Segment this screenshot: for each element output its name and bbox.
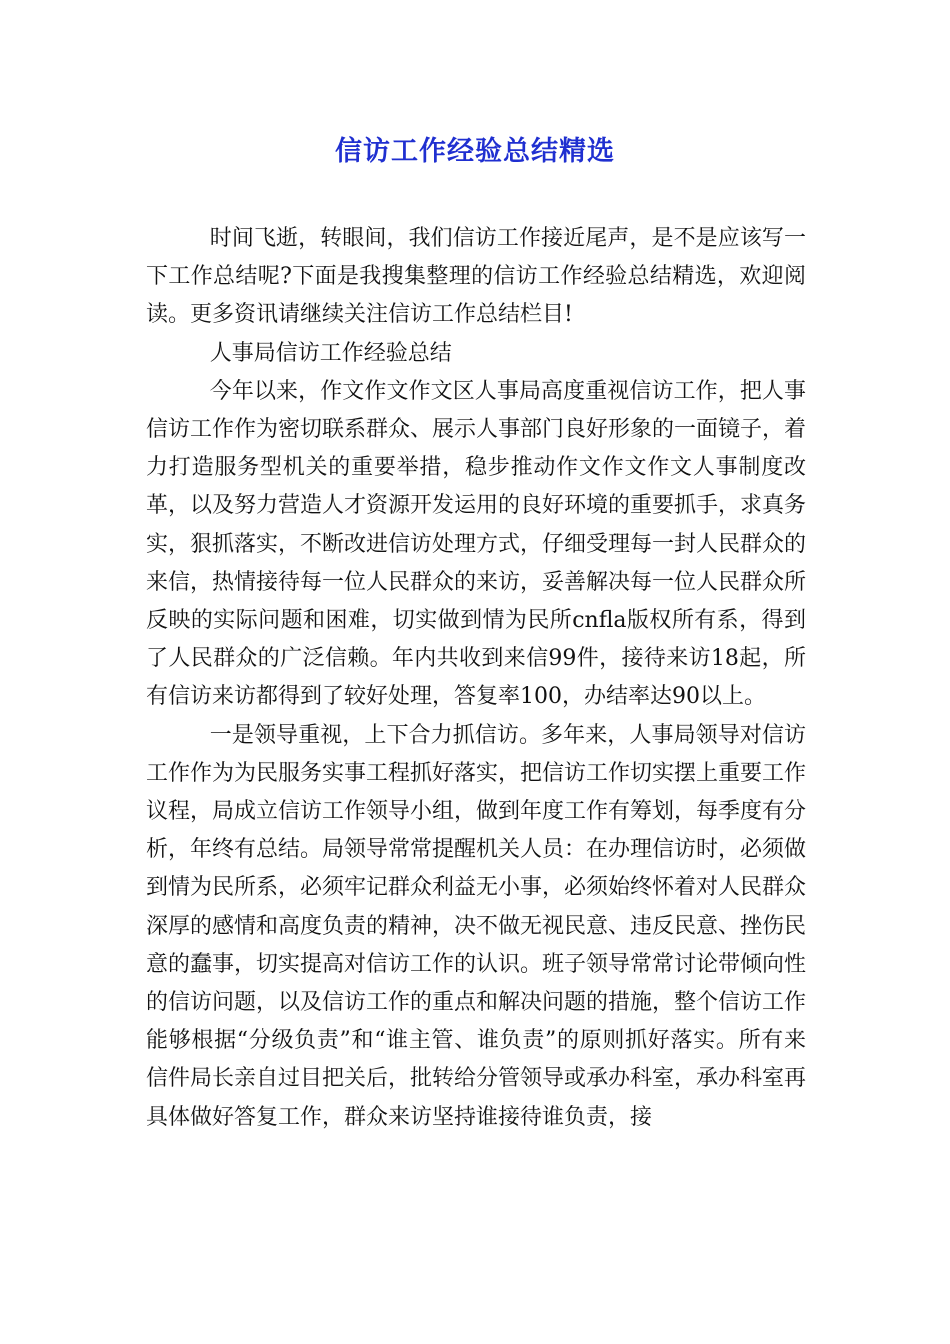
paragraph-intro: 时间飞逝，转眼间，我们信访工作接近尾声，是不是应该写一下工作总结呢?下面是我搜集整理的信访工作经验总结精选，欢迎阅读。更多资讯请继续关注信访工作总结栏目! xyxy=(146,226,806,328)
document-body xyxy=(146,220,806,1137)
document-title: 信访工作经验总结精选 xyxy=(335,136,615,167)
paragraph-point-one: 一是领导重视，上下合力抓信访。多年来，人事局领导对信访工作作为为民服务实事工程抓好落实，把信访工作切实摆上重要工作议程，局成立信访工作领导小组，做到年度工作有筹划，每季度有分析，年终有总结。局领导常常提醒机关人员：在办理信访时，必须做到情为民所系，必须牢记群众利益无小事，必须始终怀着对人民群众深厚的感情和高度负责的精神，决不做无视民意、违反民意、挫伤民意的蠢事，切实提高对信访工作的认识。班子领导常常讨论带倾向性的信访问题，以及信访工作的重点和解决问题的措施，整个信访工作能够根据“分级负责”和“谁主管、谁负责”的原则抓好落实。所有来信件局长亲自过目把关后，批转给分管领导或承办科室，承办科室再具体做好答复工作，群众来访坚持谁接待谁负责，接 xyxy=(146,722,807,1130)
paragraph-summary: 今年以来，作文作文作文区人事局高度重视信访工作，把人事信访工作作为密切联系群众、展示人事部门良好形象的一面镜子，着力打造服务型机关的重要举措，稳步推动作文作文作文人事制度改革，以及努力营造人才资源开发运用的良好环境的重要抓手，求真务实，狠抓落实，不断改进信访处理方式，仔细受理每一封人民群众的来信，热情接待每一位人民群众的来访，妥善解决每一位人民群众所反映的实际问题和困难，切实做到情为民所cnfla版权所有系，得到了人民群众的广泛信赖。年内共收到来信99件，接待来访18起，所有信访来访都得到了较好处理，答复率100，办结率达90以上。 xyxy=(146,378,807,710)
paragraph-section-heading: 人事局信访工作经验总结 xyxy=(209,340,452,366)
